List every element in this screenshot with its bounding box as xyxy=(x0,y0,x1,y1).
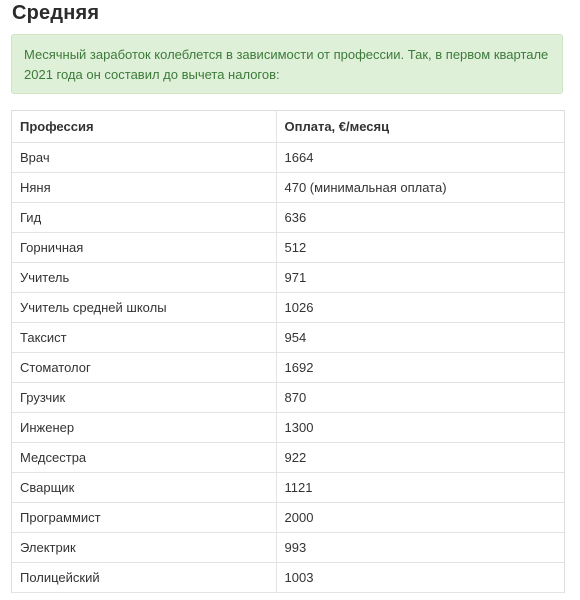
profession-cell: Инженер xyxy=(12,412,276,442)
profession-cell: Электрик xyxy=(12,532,276,562)
profession-cell: Таксист xyxy=(12,322,276,352)
header-profession: Профессия xyxy=(12,111,276,142)
table-row xyxy=(12,172,564,202)
profession-cell: Горничная xyxy=(12,232,276,262)
profession-cell: Медсестра xyxy=(12,442,276,472)
salary-cell: 512 xyxy=(276,232,564,262)
profession-cell: Учитель xyxy=(12,262,276,292)
profession-cell: Программист xyxy=(12,502,276,532)
table-row xyxy=(12,382,564,412)
profession-cell: Учитель средней школы xyxy=(12,292,276,322)
salary-cell: 1121 xyxy=(276,472,564,502)
table-row xyxy=(12,322,564,352)
salary-table xyxy=(12,111,564,593)
profession-cell: Няня xyxy=(12,172,276,202)
salary-cell: 922 xyxy=(276,442,564,472)
salary-cell: 1692 xyxy=(276,352,564,382)
table-header-row xyxy=(12,111,564,142)
salary-cell: 954 xyxy=(276,322,564,352)
table-row xyxy=(12,202,564,232)
salary-cell: 1300 xyxy=(276,412,564,442)
table-row xyxy=(12,412,564,442)
profession-cell: Врач xyxy=(12,142,276,172)
salary-cell: 993 xyxy=(276,532,564,562)
profession-cell: Полицейский xyxy=(12,562,276,592)
table-row xyxy=(12,142,564,172)
table-row xyxy=(12,262,564,292)
profession-cell: Гид xyxy=(12,202,276,232)
table-row xyxy=(12,292,564,322)
salary-cell: 636 xyxy=(276,202,564,232)
salary-cell: 470 (минимальная оплата) xyxy=(276,172,564,202)
salary-cell: 1003 xyxy=(276,562,564,592)
table-body xyxy=(12,142,564,592)
salary-table-container xyxy=(11,110,565,593)
section-heading: Средняя xyxy=(12,2,100,24)
table-row xyxy=(12,532,564,562)
profession-cell: Грузчик xyxy=(12,382,276,412)
salary-cell: 870 xyxy=(276,382,564,412)
info-note: Месячный заработок колеблется в зависимости от профессии. Так, в первом квартале 2021 года он составил до вычета налогов: xyxy=(11,34,563,94)
header-salary: Оплата, €/месяц xyxy=(276,111,564,142)
table-row xyxy=(12,562,564,592)
salary-cell: 1026 xyxy=(276,292,564,322)
salary-cell: 1664 xyxy=(276,142,564,172)
salary-cell: 2000 xyxy=(276,502,564,532)
table-row xyxy=(12,352,564,382)
profession-cell: Сварщик xyxy=(12,472,276,502)
table-row xyxy=(12,442,564,472)
table-row xyxy=(12,502,564,532)
table-row xyxy=(12,472,564,502)
salary-cell: 971 xyxy=(276,262,564,292)
profession-cell: Стоматолог xyxy=(12,352,276,382)
table-row xyxy=(12,232,564,262)
